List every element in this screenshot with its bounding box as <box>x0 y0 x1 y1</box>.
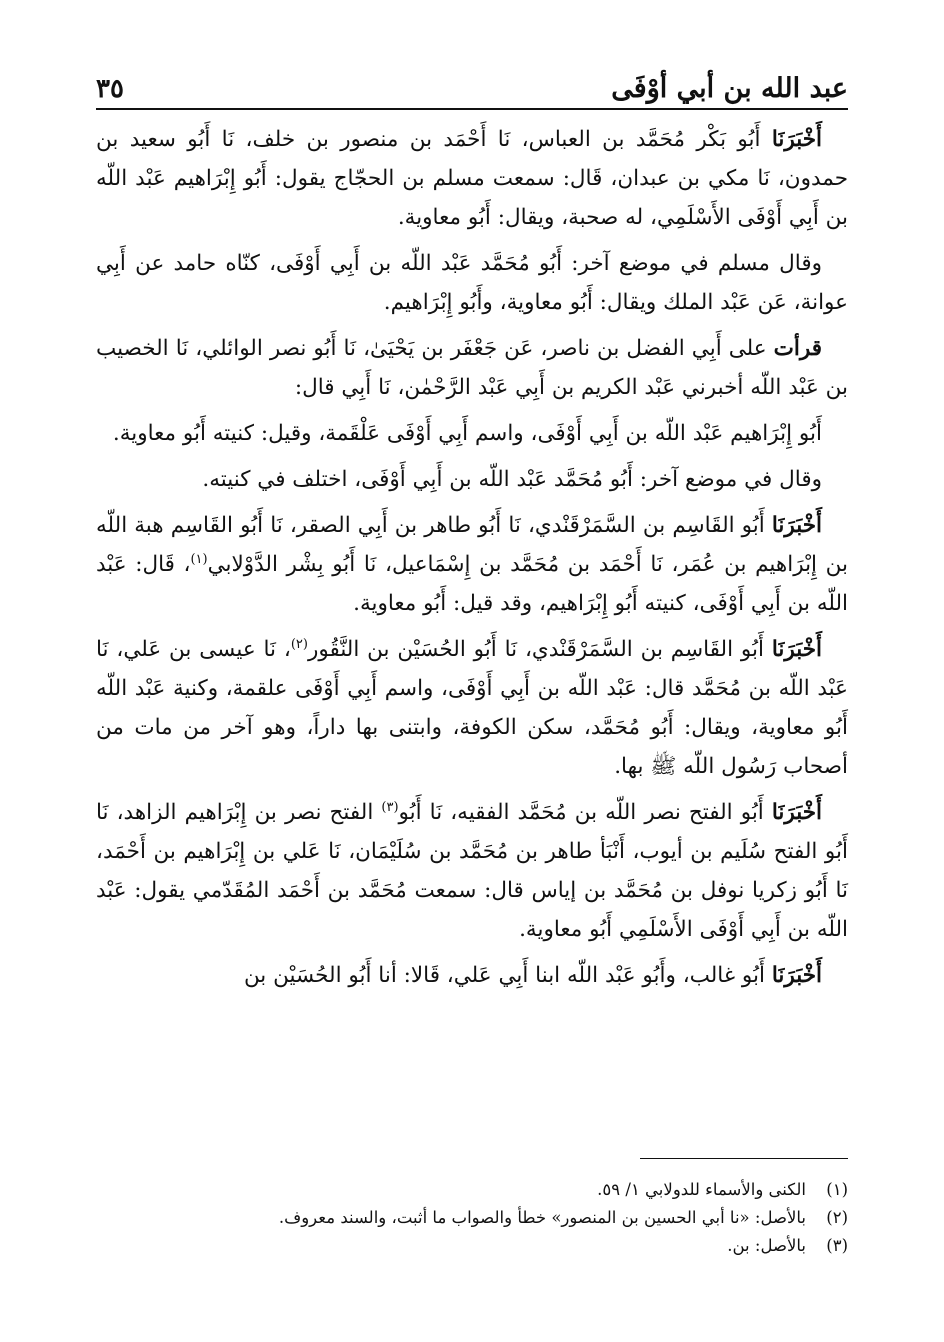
paragraph <box>96 120 848 237</box>
paragraph <box>96 630 848 786</box>
footnote-number: (٢) <box>826 1208 848 1227</box>
paragraph <box>96 793 848 949</box>
page-number: ٣٥ <box>96 74 124 104</box>
paragraph-lead: أَخْبَرَنَا <box>771 963 822 988</box>
paragraph <box>96 956 848 995</box>
paragraph-text-tail: ، قَال: عَبْد اللّه بن أَبِي أَوْفَى، كنيته أَبُو إِبْرَاهيم، وقد قيل: أَبُو معاوية. <box>96 552 848 616</box>
footnote <box>96 1232 848 1260</box>
footnote-text: الكنى والأسماء للدولابي ١/ ٥٩. <box>597 1180 806 1199</box>
paragraph-text-tail: ، نَا عيسى بن عَلي، نَا عَبْد اللّه بن مُحَمَّد قال: عَبْد اللّه بن أَبِي أَوْفَى، واسم أَبِي أَوْفَى علقمة، وكنية عَبْد اللّه أَبُو معاوية، ويقال: أَبُو مُحَمَّد، سكن الكوفة، وابتنى بها داراً، وهو آخر من مات من أصحاب رَسُول اللّه ﷺ بها. <box>96 637 848 779</box>
paragraph-text: أَبُو القَاسِم بن السَّمَرْقَنْدي، نَا أَبُو الحُسَيْن بن النَّقُور <box>307 637 772 662</box>
paragraph <box>96 329 848 407</box>
main-text <box>96 120 848 1002</box>
paragraph <box>96 414 848 453</box>
footnote-rule <box>640 1158 848 1159</box>
paragraph-lead: أَخْبَرَنَا <box>771 637 822 662</box>
paragraph-text: وقال مسلم في موضع آخر: أَبُو مُحَمَّد عَبْد اللّه بن أَبِي أَوْفَى، كنّاه حامد عن أَبِي عوانة، عَن عَبْد الملك ويقال: أَبُو معاوية، وأَبُو إِبْرَاهيم. <box>96 251 848 315</box>
paragraph-text: أَبُو غالب، وأَبُو عَبْد اللّه ابنا أَبِي عَلي، قَالا: أنا أَبُو الحُسَيْن بن <box>243 963 772 988</box>
paragraph-text: على أَبِي الفضل بن ناصر، عَن جَعْفَر بن يَحْيَىٰ، نَا أَبُو نصر الوائلي، نَا الخصيب بن عَبْد اللّه أخبرني عَبْد الكريم بن أَبِي عَبْد الرَّحْمٰن، نَا أَبِي قال: <box>96 336 848 400</box>
paragraph-text-tail: الفتح نصر بن إِبْرَاهيم الزاهد، نَا أَبُو الفتح سُلَيم بن أيوب، أَنْبَأ طاهر بن مُحَمَّد بن سُلَيْمَان، نَا عَلي بن إِبْرَاهيم بن أَحْمَد، نَا أَبُو زكريا نوفل بن مُحَمَّد بن إياس قال: سمعت مُحَمَّد بن أَحْمَد المُقَدّمي يقول: عَبْد اللّه بن أَبِي أَوْفَى الأَسْلَمِي أَبُو معاوية. <box>96 800 848 942</box>
footnote-number: (١) <box>826 1180 848 1199</box>
paragraph-lead: أَخْبَرَنَا <box>771 127 822 152</box>
paragraph-text: وقال في موضع آخر: أَبُو مُحَمَّد عَبْد اللّه بن أَبِي أَوْفَى، اختلف في كنيته. <box>202 467 822 492</box>
running-title: عبد الله بن أبي أوْفَى <box>611 73 848 104</box>
footnotes <box>96 1176 848 1260</box>
paragraph-text: أَبُو بَكْر مُحَمَّد بن العباس، نَا أَحْمَد بن منصور بن خلف، نَا أَبُو سعيد بن حمدون، نَا مكي بن عبدان، قَال: سمعت مسلم بن الحجّاج يقول: أَبُو إِبْرَاهيم عَبْد اللّه بن أَبِي أَوْفَى الأَسْلَمِي، له صحبة، ويقال: أَبُو معاوية. <box>96 127 848 230</box>
paragraph-text: أَبُو إِبْرَاهيم عَبْد اللّه بن أَبِي أَوْفَى، واسم أَبِي أَوْفَى عَلْقَمة، وقيل: كنيته أَبُو معاوية. <box>112 421 822 446</box>
footnote-marker: (١) <box>190 551 208 567</box>
footnote-text: بالأصل: «نا أبي الحسين بن المنصور» خطأ والصواب ما أثبت، والسند معروف. <box>278 1208 806 1227</box>
footnote-number: (٣) <box>826 1236 848 1255</box>
paragraph <box>96 244 848 322</box>
footnote-marker: (٣) <box>381 799 399 815</box>
page-header <box>96 58 848 104</box>
paragraph <box>96 460 848 499</box>
paragraph-text: أَبُو القَاسِم بن السَّمَرْقَنْدي، نَا أَبُو طاهر بن أَبِي الصقر، نَا أَبُو القَاسِم هبة اللّه بن إِبْرَاهيم بن عُمَر، نَا أَحْمَد بن مُحَمَّد بن إِسْمَاعيل، نَا أَبُو بِشْر الدَّوْلابي <box>96 513 848 577</box>
header-rule <box>96 108 848 110</box>
footnote <box>96 1176 848 1204</box>
paragraph <box>96 506 848 623</box>
footnote-marker: (٢) <box>290 636 308 652</box>
paragraph-text: أَبُو الفتح نصر اللّه بن مُحَمَّد الفقيه، نَا أَبُو <box>398 800 772 825</box>
footnote <box>96 1204 848 1232</box>
footnote-text: بالأصل: بن. <box>727 1236 806 1255</box>
paragraph-lead: أَخْبَرَنَا <box>771 800 823 825</box>
paragraph-lead: أَخْبَرَنَا <box>771 513 822 538</box>
paragraph-lead: قرأت <box>773 336 822 361</box>
